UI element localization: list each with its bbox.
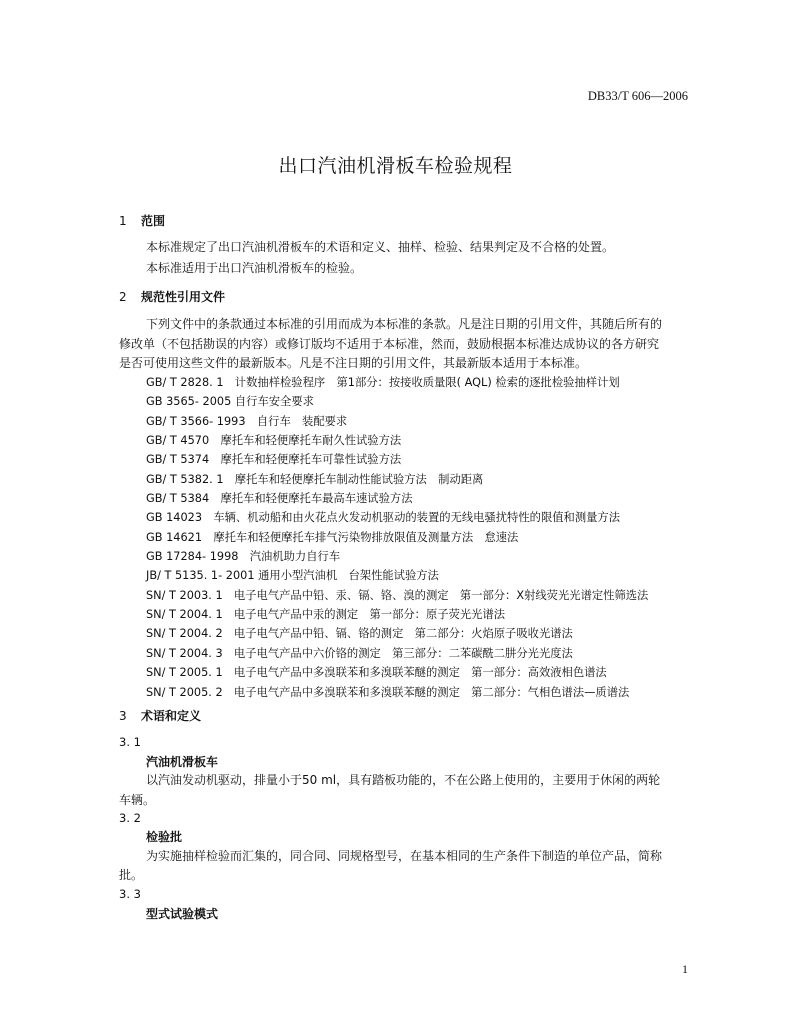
term-definition-line: 批。: [119, 868, 144, 882]
reference-item: SN/ T 2003. 1 电子电气产品中铅、汞、镉、铬、溴的测定 第一部分：X射线荧光光谱定性筛选法: [146, 588, 649, 602]
reference-item: SN/ T 2004. 2 电子电气产品中铅、镉、铬的测定 第二部分：火焰原子吸收光谱法: [146, 627, 573, 641]
section-1-paragraph-2: 本标准适用于出口汽油机滑板车的检验。: [146, 261, 363, 275]
document-title: 出口汽油机滑板车检验规程: [278, 155, 513, 177]
section-2-intro-line-2: 修改单（不包括勘误的内容）或修订版均不适用于本标准，然而，鼓励根据本标准达成协议的各方研究: [119, 337, 660, 351]
reference-item: JB/ T 5135. 1- 2001 通用小型汽油机 台架性能试验方法: [146, 569, 439, 583]
section-2-intro-line-3: 是否可使用这些文件的最新版本。凡是不注日期的引用文件，其最新版本适用于本标准。: [119, 356, 588, 370]
reference-item: SN/ T 2005. 2 电子电气产品中多溴联苯和多溴联苯醚的测定 第二部分：气相色谱法—质谱法: [146, 685, 630, 699]
term-definition-line: 以汽油发动机驱动，排量小于50 ml，具有踏板功能的，不在公路上使用的，主要用于休闲的两轮: [146, 773, 661, 787]
section-2-heading: [119, 288, 225, 305]
term-number: 3. 3: [119, 887, 141, 901]
reference-item: GB 17284- 1998 汽油机助力自行车: [146, 550, 341, 564]
page-number: 1: [682, 962, 688, 976]
reference-item: GB/ T 5374 摩托车和轻便摩托车可靠性试验方法: [146, 453, 402, 467]
term-definition-line: 车辆。: [119, 793, 156, 807]
reference-item: GB/ T 5384 摩托车和轻便摩托车最高车速试验方法: [146, 492, 413, 506]
reference-item: GB 14023 车辆、机动船和由火花点火发动机驱动的装置的无线电骚扰特性的限值和测量方法: [146, 511, 621, 525]
reference-item: GB 14621 摩托车和轻便摩托车排气污染物排放限值及测量方法 怠速法: [146, 530, 519, 544]
reference-item: SN/ T 2004. 1 电子电气产品中汞的测定 第一部分：原子荧光光谱法: [146, 608, 506, 622]
term-name: 汽油机滑板车: [146, 755, 219, 769]
section-1-heading: [119, 212, 165, 229]
section-title: 规范性引用文件: [141, 290, 226, 304]
section-1-paragraph-1: 本标准规定了出口汽油机滑板车的术语和定义、抽样、检验、结果判定及不合格的处置。: [146, 240, 615, 254]
section-title: 术语和定义: [141, 709, 202, 723]
term-name: 型式试验模式: [146, 907, 219, 921]
reference-item: GB/ T 4570 摩托车和轻便摩托车耐久性试验方法: [146, 434, 402, 448]
reference-item: GB 3565- 2005 自行车安全要求: [146, 395, 314, 409]
normative-references-list: [146, 373, 648, 702]
term-number: 3. 1: [119, 735, 141, 749]
term-name: 检验批: [146, 830, 183, 844]
reference-item: GB/ T 2828. 1 计数抽样检验程序 第1部分：按接收质量限( AQL) 检索的逐批检验抽样计划: [146, 376, 620, 389]
reference-item: SN/ T 2005. 1 电子电气产品中多溴联苯和多溴联苯醚的测定 第一部分：高效液相色谱法: [146, 666, 607, 680]
reference-item: GB/ T 3566- 1993 自行车 装配要求: [146, 414, 348, 428]
section-number: 2: [119, 290, 127, 304]
section-title: 范围: [141, 214, 166, 228]
section-3-heading: [119, 707, 201, 724]
section-number: 1: [119, 214, 127, 228]
section-number: 3: [119, 709, 127, 723]
standard-code: DB33/T 606—2006: [587, 89, 688, 103]
reference-item: GB/ T 5382. 1 摩托车和轻便摩托车制动性能试验方法 制动距离: [146, 472, 484, 486]
term-definition-line: 为实施抽样检验而汇集的，同合同、同规格型号，在基本相同的生产条件下制造的单位产品，简称: [146, 849, 663, 863]
reference-item: SN/ T 2004. 3 电子电气产品中六价铬的测定 第三部分：二苯碳酰二肼分光光度法: [146, 646, 573, 660]
section-2-intro-line-1: 下列文件中的条款通过本标准的引用而成为本标准的条款。凡是注日期的引用文件，其随后所有的: [146, 317, 663, 331]
term-number: 3. 2: [119, 811, 141, 825]
